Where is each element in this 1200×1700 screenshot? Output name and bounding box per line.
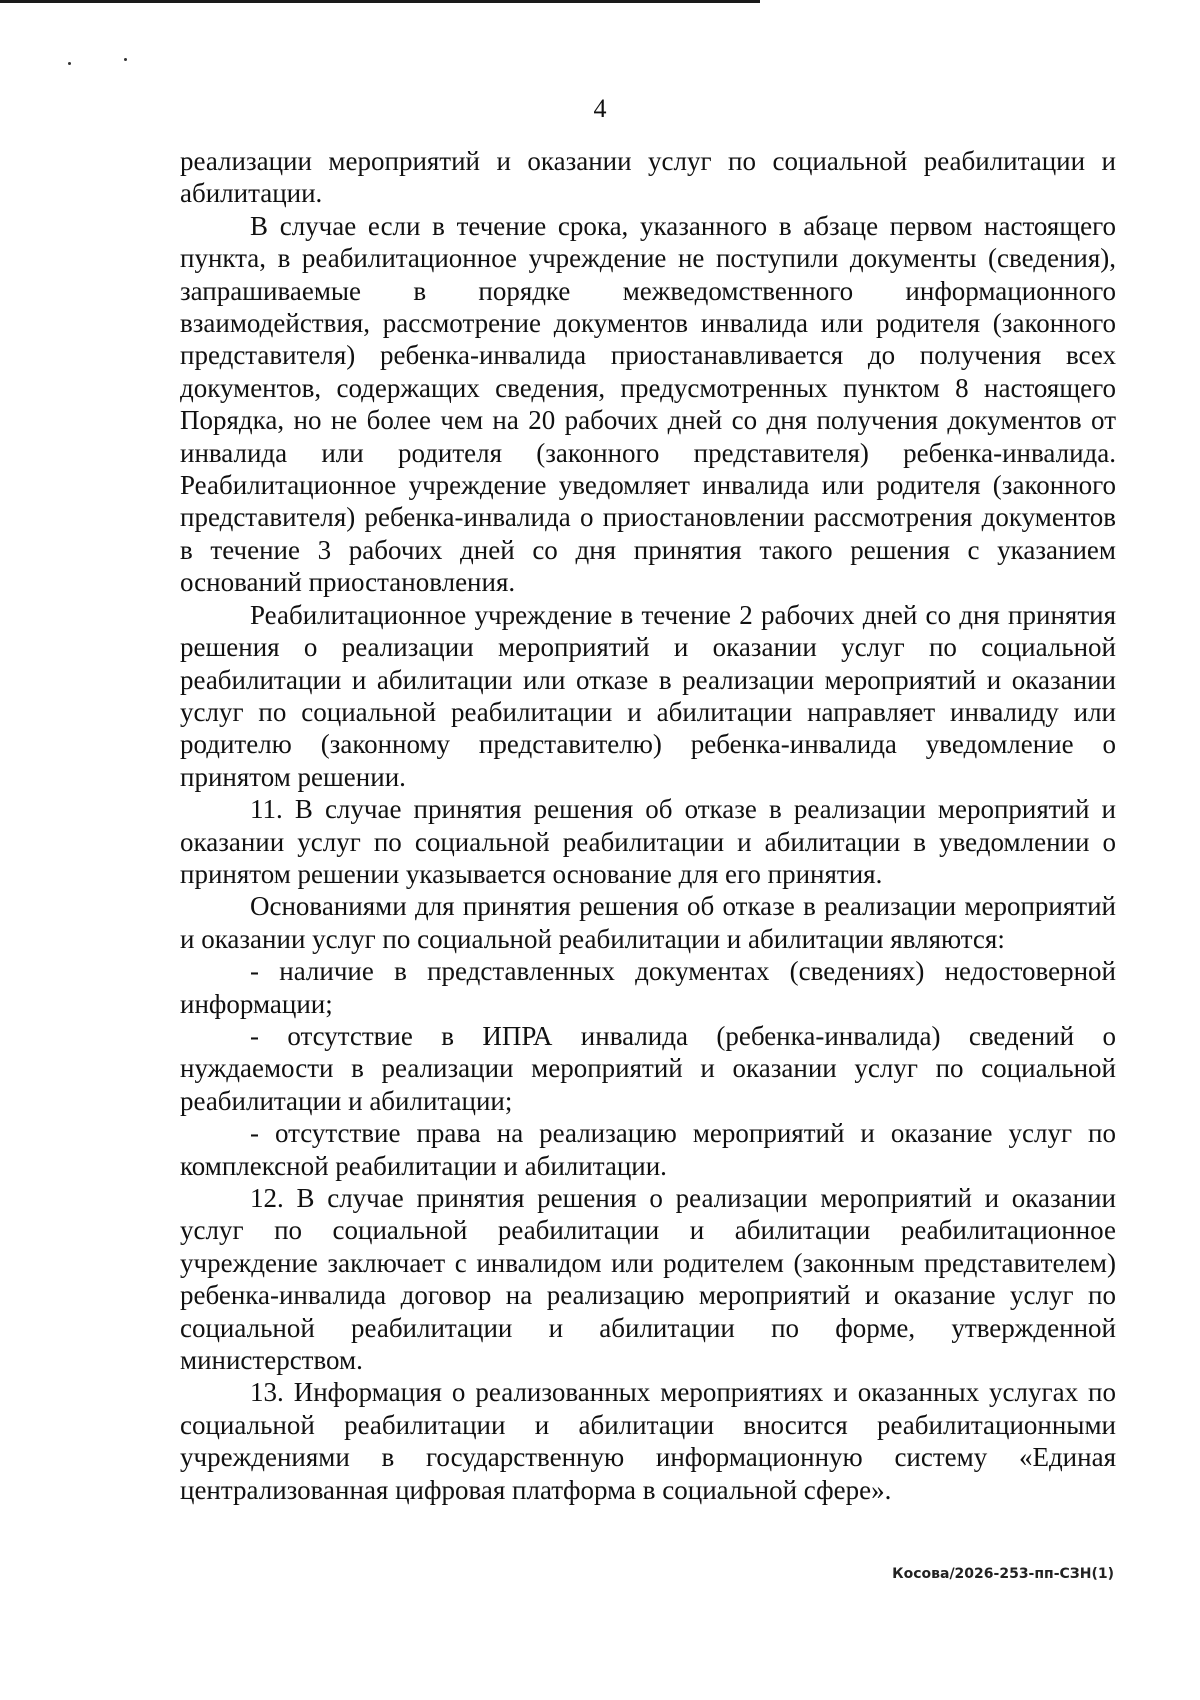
page-number: 4 <box>593 94 607 123</box>
footer-document-code: Косова/2026-253-пп-СЗН(1) <box>892 1566 1114 1582</box>
paragraph-refusal-grounds: Основаниями для принятия решения об отказе в реализации мероприятий и оказании услуг по социальной реабилитации и абилитации являются: <box>180 891 1116 954</box>
scan-speck <box>124 58 127 61</box>
scan-top-rule <box>0 0 760 3</box>
list-item-no-right: - отсутствие права на реализацию мероприятий и оказание услуг по комплексной реабилитации и абилитации. <box>180 1118 1116 1181</box>
list-item-no-ipra-data: - отсутствие в ИПРА инвалида (ребенка-инвалида) сведений о нуждаемости в реализации мероприятий и оказании услуг по социальной реабилитации и абилитации; <box>180 1020 1116 1116</box>
paragraph-item-13: 13. Информация о реализованных мероприятиях и оказанных услугах по социальной реабилитации и абилитации вносится реабилитационными учреждениями в государственную информационную систему «Единая централизованная цифровая платформа в социальной сфере». <box>180 1377 1116 1505</box>
paragraph-continuation: реализации мероприятий и оказании услуг по социальной реабилитации и абилитации. <box>180 146 1116 209</box>
document-body <box>180 145 1116 1506</box>
paragraph-item-12: 12. В случае принятия решения о реализации мероприятий и оказании услуг по социальной реабилитации и абилитации реабилитационное учреждение заключает с инвалидом или родителем (законным представителем) ребенка-инвалида договор на реализацию мероприятий и оказание услуг по социальной реабилитации и абилитации по форме, утвержденной министерством. <box>180 1183 1116 1376</box>
paragraph-item-11: 11. В случае принятия решения об отказе в реализации мероприятий и оказании услуг по социальной реабилитации и абилитации в уведомлении о принятом решении указывается основание для его принятия. <box>180 794 1116 889</box>
scan-speck <box>68 62 71 65</box>
paragraph-notification: Реабилитационное учреждение в течение 2 рабочих дней со дня принятия решения о реализации мероприятий и оказании услуг по социальной реабилитации и абилитации или отказе в реализации мероприятий и оказании услуг по социальной реабилитации и абилитации направляет инвалиду или родителю (законному представителю) ребенка-инвалида уведомление о принятом решении. <box>180 599 1116 792</box>
paragraph-suspension: В случае если в течение срока, указанного в абзаце первом настоящего пункта, в реабилитационное учреждение не поступили документы (сведения), запрашиваемые в порядке межведомственного информационного взаимодействия, рассмотрение документов инвалида или родителя (законного представителя) ребенка-инвалида приостанавливается до получения всех документов, содержащих сведения, предусмотренных пунктом 8 настоящего Порядка, но не более чем на 20 рабочих дней со дня получения документов от инвалида или родителя (законного представителя) ребенка-инвалида. Реабилитационное учреждение уведомляет инвалида или родителя (законного представителя) ребенка-инвалида о приостановлении рассмотрения документов в течение 3 рабочих дней со дня принятия такого решения с указанием оснований приостановления. <box>180 210 1116 598</box>
list-item-unreliable-info: - наличие в представленных документах (сведениях) недостоверной информации; <box>180 956 1116 1019</box>
